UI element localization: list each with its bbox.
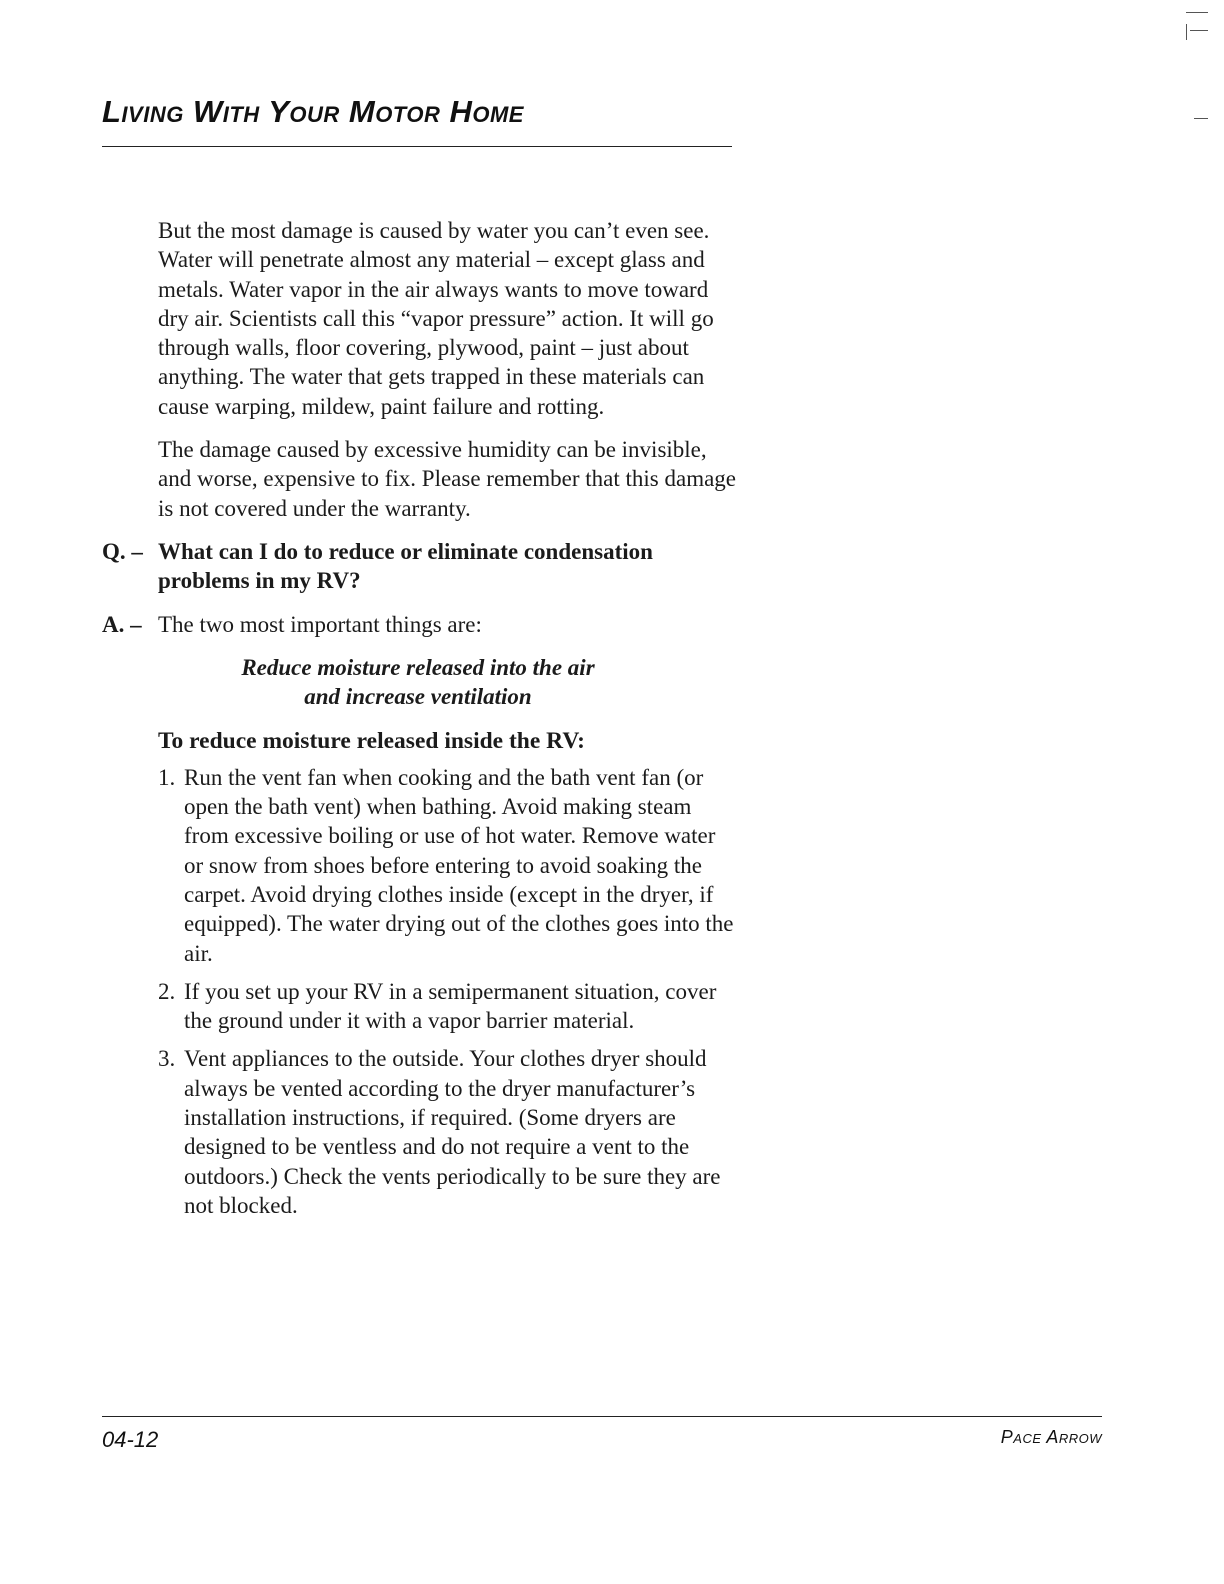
answer-text: The two most important things are:	[158, 611, 482, 637]
publication-name: Pace Arrow	[1000, 1427, 1102, 1447]
list-item	[158, 1044, 736, 1220]
answer-block	[102, 610, 742, 639]
answer-label: A. –	[102, 611, 142, 637]
footer-row	[102, 1427, 1102, 1453]
body-paragraph: But the most damage is caused by water you can’t even see. Water will penetrate almost any material – except glass and metals. Water vapor in the air always wants to move toward dry air. Scientists call this “vapor pressure” action. It will go through walls, floor covering, plywood, paint – just about anything. The water that gets trapped in these materials can cause warping, mildew, paint failure and rotting.	[158, 218, 714, 419]
question-text: What can I do to reduce or eliminate condensation problems in my RV?	[158, 538, 653, 594]
list-text: If you set up your RV in a semipermanent situation, cover the ground under it with a vapor barrier material.	[184, 978, 717, 1034]
header-rule	[102, 146, 732, 147]
list-item	[158, 763, 736, 968]
page-footer	[102, 1416, 1102, 1453]
page-header	[102, 92, 732, 155]
list-text: Run the vent fan when cooking and the bath vent fan (or open the bath vent) when bathing. Avoid making steam from excessive boiling or use of hot water. Remove water or snow from shoes before entering to avoid soaking the carpet. Avoid drying clothes inside (except in the dryer, if equipped). The water drying out of the clothes goes into the air.	[184, 764, 734, 966]
scan-artifact	[1186, 24, 1187, 40]
footer-rule	[102, 1416, 1102, 1417]
scan-artifact	[1186, 12, 1208, 13]
main-content	[102, 216, 742, 1229]
list-number: 3.	[158, 1046, 176, 1072]
list-number: 1.	[158, 764, 176, 790]
section-subheading: To reduce moisture released inside the RV:	[158, 728, 585, 755]
page-title: Living With Your Motor Home	[102, 94, 524, 129]
emphasis-line: Reduce moisture released into the air	[241, 654, 595, 680]
body-paragraph: The damage caused by excessive humidity can be invisible, and worse, expensive to fix. Please remember that this damage is not covered under the warranty.	[158, 437, 737, 521]
list-item	[158, 977, 736, 1036]
list-number: 2.	[158, 978, 176, 1004]
scan-artifact	[1190, 30, 1208, 31]
question-block	[102, 537, 742, 596]
emphasis-line: and increase ventilation	[304, 684, 532, 710]
emphasis-callout	[158, 653, 678, 712]
scan-artifact	[1194, 118, 1208, 119]
list-text: Vent appliances to the outside. Your clothes dryer should always be vented according to the dryer manufacturer’s installation instructions, if required. (Some dryers are designed to be ventless and do not require a vent to the outdoors.) Check the vents periodically to be sure they are not blocked.	[184, 1046, 721, 1218]
page-number: 04-12	[102, 1427, 159, 1452]
question-label: Q. –	[102, 538, 143, 564]
tips-list	[158, 763, 736, 1220]
